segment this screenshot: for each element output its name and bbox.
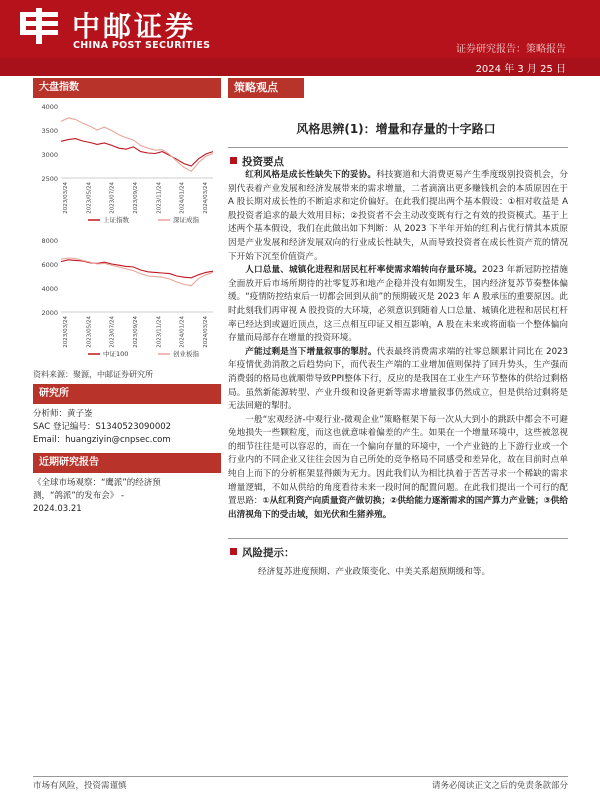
sidebar	[33, 78, 221, 516]
x-tick-label: 2023/07/24	[109, 182, 116, 214]
x-tick-label: 2024/03/24	[203, 316, 209, 348]
x-tick-label: 2023/03/24	[63, 316, 69, 348]
risk-label: 风险提示：	[242, 547, 295, 560]
paragraph-lead: 产能过剩是当下增量叙事的掣肘。	[245, 346, 377, 357]
y-tick-label: 6000	[41, 261, 58, 269]
paragraph-lead: 红利风格是成长性缺失下的妥协。	[245, 170, 377, 180]
footer-left: 市场有风险，投资需谨慎	[33, 781, 127, 791]
main-content	[228, 78, 568, 577]
china-post-logo-icon	[18, 6, 60, 46]
body-paragraph	[228, 414, 568, 523]
x-tick-label: 2023/03/24	[63, 182, 69, 214]
y-tick-label: 3500	[41, 127, 58, 135]
logo-english: CHINA POST SECURITIES	[73, 40, 211, 51]
bullet-square-icon	[230, 157, 237, 164]
analyst-section-title: 研究所	[33, 384, 221, 404]
series-line	[61, 118, 213, 171]
x-tick-label: 2024/01/24	[179, 316, 186, 348]
allocation-ideas: ①从红利资产向质量资产做切换；②供给能力逐渐需求的国产算力产业链；③供给出清视角下的受击域，如光伏和生猪养殖。	[228, 496, 568, 520]
x-tick-label: 2024/03/24	[203, 182, 209, 214]
x-tick-label: 2023/09/24	[133, 182, 139, 214]
legend-label: 深证成指	[173, 216, 199, 224]
x-tick-label: 2024/01/24	[179, 182, 186, 214]
x-tick-label: 2023/11/24	[156, 182, 163, 214]
series-line	[61, 258, 213, 286]
legend-label: 创业板指	[173, 350, 199, 358]
series-line	[61, 260, 213, 278]
report-type: 证券研究报告：策略报告	[456, 44, 566, 55]
legend-label: 上证指数	[103, 216, 129, 224]
recent-section-title: 近期研究报告	[33, 453, 221, 473]
recent-report[interactable]	[33, 477, 221, 516]
risk-section	[228, 538, 568, 577]
bullet-square-icon	[230, 548, 237, 555]
recent-line: 2024.03.21	[33, 504, 82, 514]
recent-line: 测，“鸽派”的发布会》 -	[33, 491, 125, 501]
paragraph-text: 2023 年新冠防控措施全面放开后市场所期待的社零复苏和地产企稳并没有如期发生，国内经济复苏节奏整体偏缓。“疫情防控结束后一切都会回到从前”的预期破灭是 2023 年 A 股承压的重要原因。此时此刻我们再审视 A 股投资的大环境，必须意识到随着人口总量、城镇化进程和居民杠杆率已经达到或逼近顶点，这三点相互印证又相互影响，A 股在未来或将面临一个整体偏向存量而局部存在增量的投资环境。	[228, 265, 568, 344]
y-tick-label: 4000	[41, 103, 58, 111]
risk-text: 经济复苏进度预期、产业政策变化、中美关系超预期缓和等。	[258, 567, 491, 578]
analyst-sac: SAC 登记编号：S1340523090002	[33, 422, 172, 432]
paragraph-text: 科技赛道和大消费更易产生季度级别投资机会，分别代表着产业发展和经济发展带来的需求增量，二者滴滴出更多赚钱机会的本质原因在于 A 股长期对成长性的不断追求和定价偏好。在此我们提出两个基本假设：①相对收益是 A 股投资者追求的最大效用目标；②投资者不会主动改变既有行之有效的投资模式。基于上述两个基本假设，我们在此做出如下判断：从 2023 下半年开始的红利占优行情其本质原因是产业发展和经济发展双向的行业成长性缺失，从而导致投资者在成长性资产荒的情况下开始下沉至价值资产。	[228, 170, 568, 262]
index-chart-1	[33, 98, 221, 228]
paragraph-text: 代表最终消费需求端的社零总额累计同比在 2023 年疫情优劲消散之后趋势向下，而代表生产端的工业增加值则保持了回升势头，生产强而消费弱的格局也就顺带导致PPI整体下行，反应的是我国在工业生产环节整体的供给过剩格局。虽然新能源转型、产业升级和设备更新等需求增量叙事仍然成立，但是供给过剩将是无法回避的掣肘。	[228, 346, 568, 412]
x-tick-label: 2023/05/24	[86, 316, 93, 348]
report-title: 风格思辨(1)：增量和存量的十字路口	[296, 122, 496, 136]
key-points-heading	[228, 154, 568, 169]
report-date: 2024 年 3 月 25 日	[475, 64, 566, 75]
analyst-name: 分析师：黄子崟	[33, 409, 93, 419]
body-paragraph	[228, 346, 568, 414]
body-paragraph	[228, 169, 568, 264]
x-tick-label: 2023/09/24	[133, 316, 139, 348]
footer-right: 请务必阅读正文之后的免责条款部分	[431, 781, 568, 791]
key-points-label: 投资要点	[242, 156, 284, 168]
index-section-title: 大盘指数	[33, 78, 221, 98]
analyst-info	[33, 408, 221, 447]
x-tick-label: 2023/07/24	[109, 316, 116, 348]
title-divider	[228, 147, 568, 148]
logo-chinese: 中邮证券	[72, 10, 197, 43]
page-footer	[33, 776, 568, 791]
y-tick-label: 3000	[41, 151, 58, 159]
section-label: 策略观点	[228, 78, 304, 98]
x-tick-label: 2023/11/24	[156, 316, 163, 348]
x-tick-label: 2023/05/24	[86, 182, 93, 214]
y-tick-label: 4000	[41, 285, 58, 293]
key-points-body	[228, 169, 568, 522]
y-tick-label: 8000	[41, 237, 58, 245]
legend-label: 中证100	[103, 350, 129, 358]
paragraph-text: 一般“宏观经济-中观行业-微观企业”策略框架下每一次从大到小的跳跃中都会不可避免地损失一些颗粒度，而这也就意味着偏差的产生。如果在一个增量环境中，这些被忽视的细节往往是可以容忍的，而在一个偏向存量的环境中，一个产业链的上下游行业或一个行业内的不同企业又往往会因为自己所处的竞争格局不同感受和差异化，故在目前时点单纯自上而下的分析框架显得颇为无力。因此我们认为相比执着于苦苦寻求一个稀缺的需求增量逻辑，不如从供给的角度看待未来一段时间的配置问题。在此我们提出一个可行的配置思路：	[228, 414, 568, 507]
index-chart-2	[33, 232, 221, 362]
body-paragraph	[228, 264, 568, 346]
analyst-email[interactable]: Email：huangziyin@cnpsec.com	[33, 435, 171, 445]
risk-heading	[228, 545, 568, 560]
chart-source: 资料来源：聚源，中邮证券研究所	[33, 370, 153, 379]
paragraph-lead: 人口总量、城镇化进程和居民杠杆率使需求端转向存量环境。	[245, 265, 482, 276]
recent-line: 《全球市场观察：“鹰派”的经济预	[33, 478, 161, 488]
y-tick-label: 2500	[41, 175, 58, 183]
y-tick-label: 2000	[41, 309, 58, 317]
